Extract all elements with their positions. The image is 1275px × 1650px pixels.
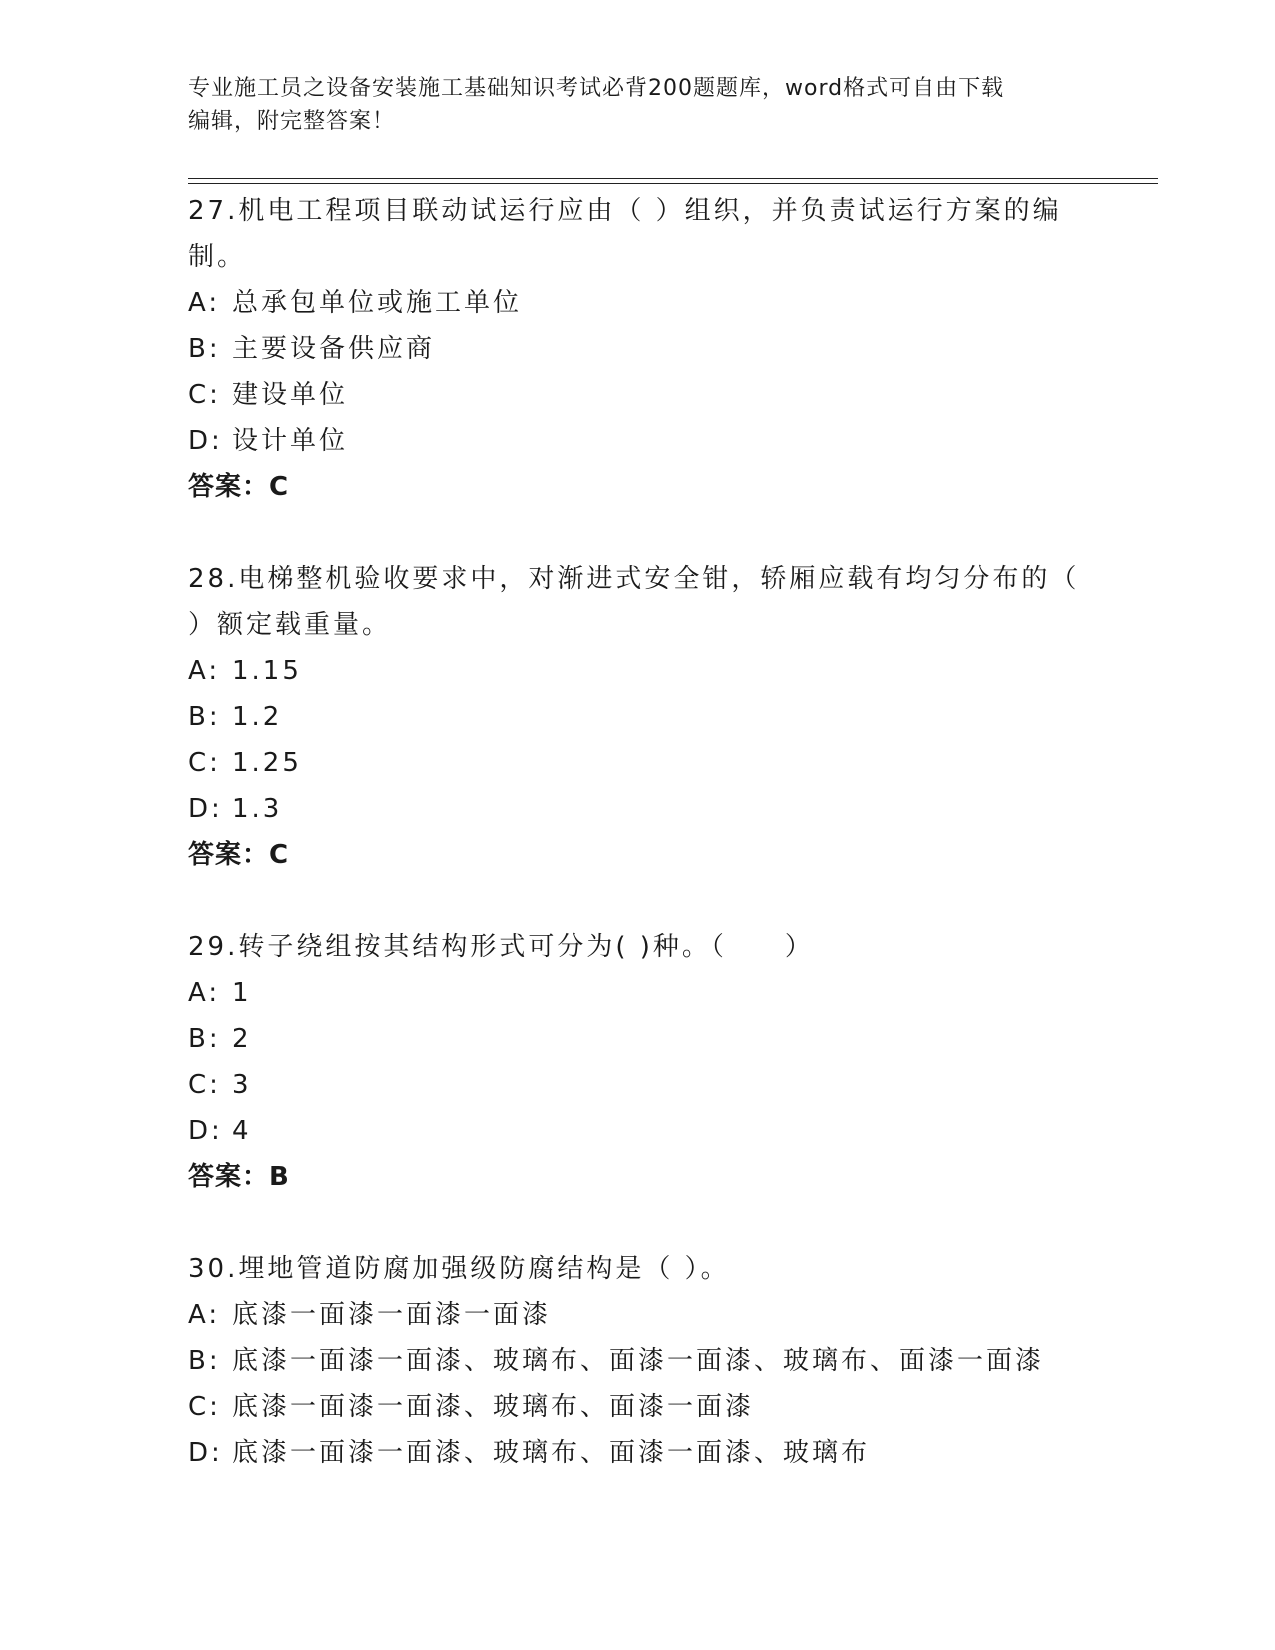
option-letter: D: bbox=[188, 426, 223, 456]
question-text: 29.转子绕组按其结构形式可分为( )种。（ ） bbox=[188, 932, 814, 962]
option-text: 1.25 bbox=[232, 748, 302, 778]
option-text: 建设单位 bbox=[232, 380, 349, 410]
question-29 bbox=[188, 924, 1088, 1200]
header-line-2: 编辑，附完整答案！ bbox=[188, 109, 396, 134]
option-text: 底漆一面漆一面漆、玻璃布、面漆一面漆 bbox=[232, 1392, 755, 1422]
option-letter: D: bbox=[188, 794, 223, 824]
option-d bbox=[188, 786, 1088, 832]
option-a bbox=[188, 280, 1088, 326]
option-text: 1.2 bbox=[232, 702, 283, 732]
option-letter: A: bbox=[188, 978, 221, 1008]
option-letter: D: bbox=[188, 1116, 223, 1146]
answer-label: 答案： bbox=[188, 472, 270, 502]
option-d bbox=[188, 1430, 1088, 1476]
option-letter: A: bbox=[188, 288, 221, 318]
option-letter: B: bbox=[188, 334, 221, 364]
option-a bbox=[188, 1292, 1088, 1338]
option-letter: B: bbox=[188, 702, 221, 732]
option-text: 底漆一面漆一面漆一面漆 bbox=[232, 1300, 552, 1330]
option-text: 1 bbox=[232, 978, 252, 1008]
option-letter: B: bbox=[188, 1346, 221, 1376]
option-text: 设计单位 bbox=[232, 426, 349, 456]
question-list bbox=[188, 188, 1088, 1522]
option-text: 4 bbox=[232, 1116, 252, 1146]
document-header bbox=[188, 72, 1088, 138]
answer-label: 答案： bbox=[188, 840, 270, 870]
option-letter: B: bbox=[188, 1024, 221, 1054]
option-a bbox=[188, 648, 1088, 694]
question-text: 27.机电工程项目联动试运行应由（ ）组织，并负责试运行方案的编制。 bbox=[188, 196, 1062, 272]
option-letter: C: bbox=[188, 1070, 221, 1100]
header-divider-bottom bbox=[188, 183, 1158, 184]
option-letter: C: bbox=[188, 1392, 221, 1422]
option-b bbox=[188, 694, 1088, 740]
option-b bbox=[188, 1338, 1088, 1384]
option-c bbox=[188, 372, 1088, 418]
option-text: 1.3 bbox=[232, 794, 283, 824]
header-divider-top bbox=[188, 178, 1158, 179]
question-text: 28.电梯整机验收要求中，对渐进式安全钳，轿厢应载有均匀分布的（ ）额定载重量。 bbox=[188, 564, 1080, 640]
option-text: 底漆一面漆一面漆、玻璃布、面漆一面漆、玻璃布 bbox=[232, 1438, 871, 1468]
option-text: 2 bbox=[232, 1024, 252, 1054]
answer-value: B bbox=[269, 1162, 290, 1192]
answer-line bbox=[188, 1154, 1088, 1200]
question-28 bbox=[188, 556, 1088, 878]
option-c bbox=[188, 740, 1088, 786]
option-text: 主要设备供应商 bbox=[232, 334, 436, 364]
option-letter: A: bbox=[188, 656, 221, 686]
option-b bbox=[188, 1016, 1088, 1062]
answer-line bbox=[188, 832, 1088, 878]
answer-line bbox=[188, 464, 1088, 510]
option-text: 1.15 bbox=[232, 656, 302, 686]
header-line-1: 专业施工员之设备安装施工基础知识考试必背200题题库，word格式可自由下载 bbox=[188, 76, 1005, 101]
answer-value: C bbox=[269, 840, 290, 870]
option-letter: C: bbox=[188, 748, 221, 778]
option-letter: A: bbox=[188, 1300, 221, 1330]
question-text: 30.埋地管道防腐加强级防腐结构是（ ）。 bbox=[188, 1254, 730, 1284]
option-d bbox=[188, 1108, 1088, 1154]
option-d bbox=[188, 418, 1088, 464]
question-30 bbox=[188, 1246, 1088, 1476]
answer-label: 答案： bbox=[188, 1162, 270, 1192]
option-letter: D: bbox=[188, 1438, 223, 1468]
option-text: 总承包单位或施工单位 bbox=[232, 288, 523, 318]
answer-value: C bbox=[269, 472, 290, 502]
option-c bbox=[188, 1062, 1088, 1108]
option-text: 底漆一面漆一面漆、玻璃布、面漆一面漆、玻璃布、面漆一面漆 bbox=[232, 1346, 1045, 1376]
option-a bbox=[188, 970, 1088, 1016]
question-27 bbox=[188, 188, 1088, 510]
option-text: 3 bbox=[232, 1070, 252, 1100]
option-letter: C: bbox=[188, 380, 221, 410]
option-c bbox=[188, 1384, 1088, 1430]
option-b bbox=[188, 326, 1088, 372]
